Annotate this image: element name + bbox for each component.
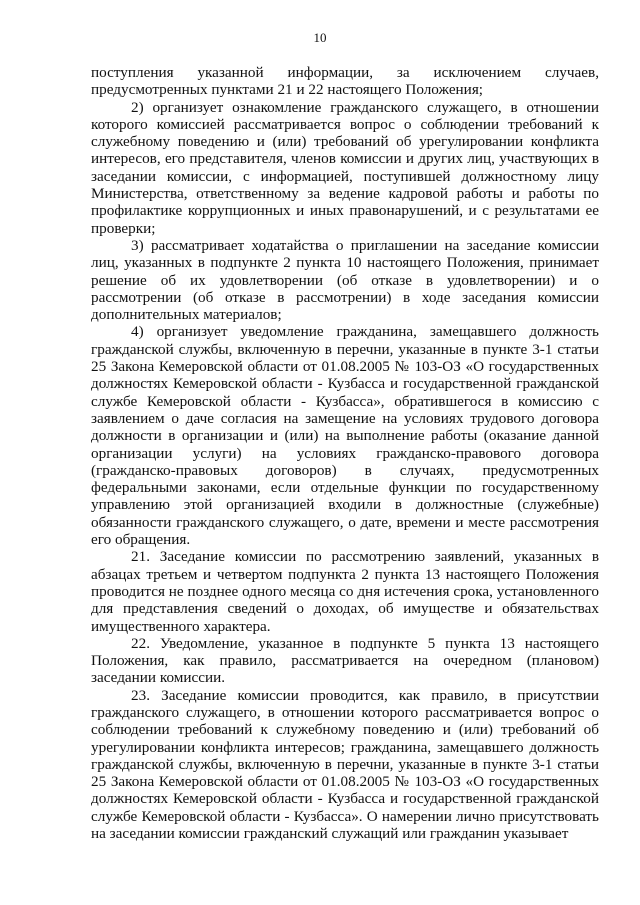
paragraph-continuation: поступления указанной информации, за исключением случаев, предусмотренных пунктами 21 и 22 настоящего Положения;: [91, 64, 599, 99]
page-number: 10: [313, 30, 327, 45]
paragraph-clause-23: 23. Заседание комиссии проводится, как правило, в присутствии гражданского служащего, в отношении которого рассматривается вопрос о соблюдении требований к служебному поведению и (или) требований об урегулировании конфликта интересов; гражданина, замещавшего должность гражданской службы, включенную в перечни, указанные в пункте 3-1 статьи 25 Закона Кемеровской области от 01.08.2005 № 103-ОЗ «О государственных должностях Кемеровской области - Кузбасса и государственной гражданской службе Кемеровской области - Кузбасса». О намерении лично присутствовать на заседании комиссии гражданский служащий или гражданин указывает: [91, 686, 599, 843]
paragraph-item-2: 2) организует ознакомление гражданского служащего, в отношении которого комиссией рассматривается вопрос о соблюдении требований к служебному поведению и (или) требований об урегулировании конфликта интересов, его представителя, членов комиссии и других лиц, участвующих в заседании комиссии, с информацией, поступившей должностному лицу Министерства, ответственному за ведение кадровой работы и работы по профилактике коррупционных и иных правонарушений, и с результатами ее проверки;: [91, 98, 599, 237]
paragraph-item-3: 3) рассматривает ходатайства о приглашении на заседание комиссии лиц, указанных в подпункте 2 пункта 10 настоящего Положения, принимает решение об их удовлетворении (об отказе в удовлетворении) и о рассмотрении (об отказе в рассмотрении) в ходе заседания комиссии дополнительных материалов;: [91, 236, 599, 324]
paragraph-clause-22: 22. Уведомление, указанное в подпункте 5 пункта 13 настоящего Положения, как правило, рассматривается на очередном (плановом) заседании комиссии.: [91, 634, 599, 687]
paragraph-clause-21: 21. Заседание комиссии по рассмотрению заявлений, указанных в абзацах третьем и четвертом подпункта 2 пункта 13 настоящего Положения проводится не позднее одного месяца со дня истечения срока, установленного для представления сведений о доходах, об имуществе и обязательствах имущественного характера.: [91, 548, 599, 635]
document-body: [91, 64, 599, 842]
paragraph-item-4: 4) организует уведомление гражданина, замещавшего должность гражданской службы, включенную в перечни, указанные в пункте 3-1 статьи 25 Закона Кемеровской области от 01.08.2005 № 103-ОЗ «О государственных должностях Кемеровской области - Кузбасса и государственной гражданской службе Кемеровской области - Кузбасса», обратившегося в комиссию с заявлением о даче согласия на замещение на условиях трудового договора должности в организации и (или) на выполнение работы (оказание данной организации услуги) на условиях гражданско-правового договора (гражданско-правовых договоров) в случаях, предусмотренных федеральными законами, если отдельные функции по государственному управлению этой организацией входили в должностные (служебные) обязанности гражданского служащего, о дате, времени и месте рассмотрения его обращения.: [91, 323, 599, 549]
